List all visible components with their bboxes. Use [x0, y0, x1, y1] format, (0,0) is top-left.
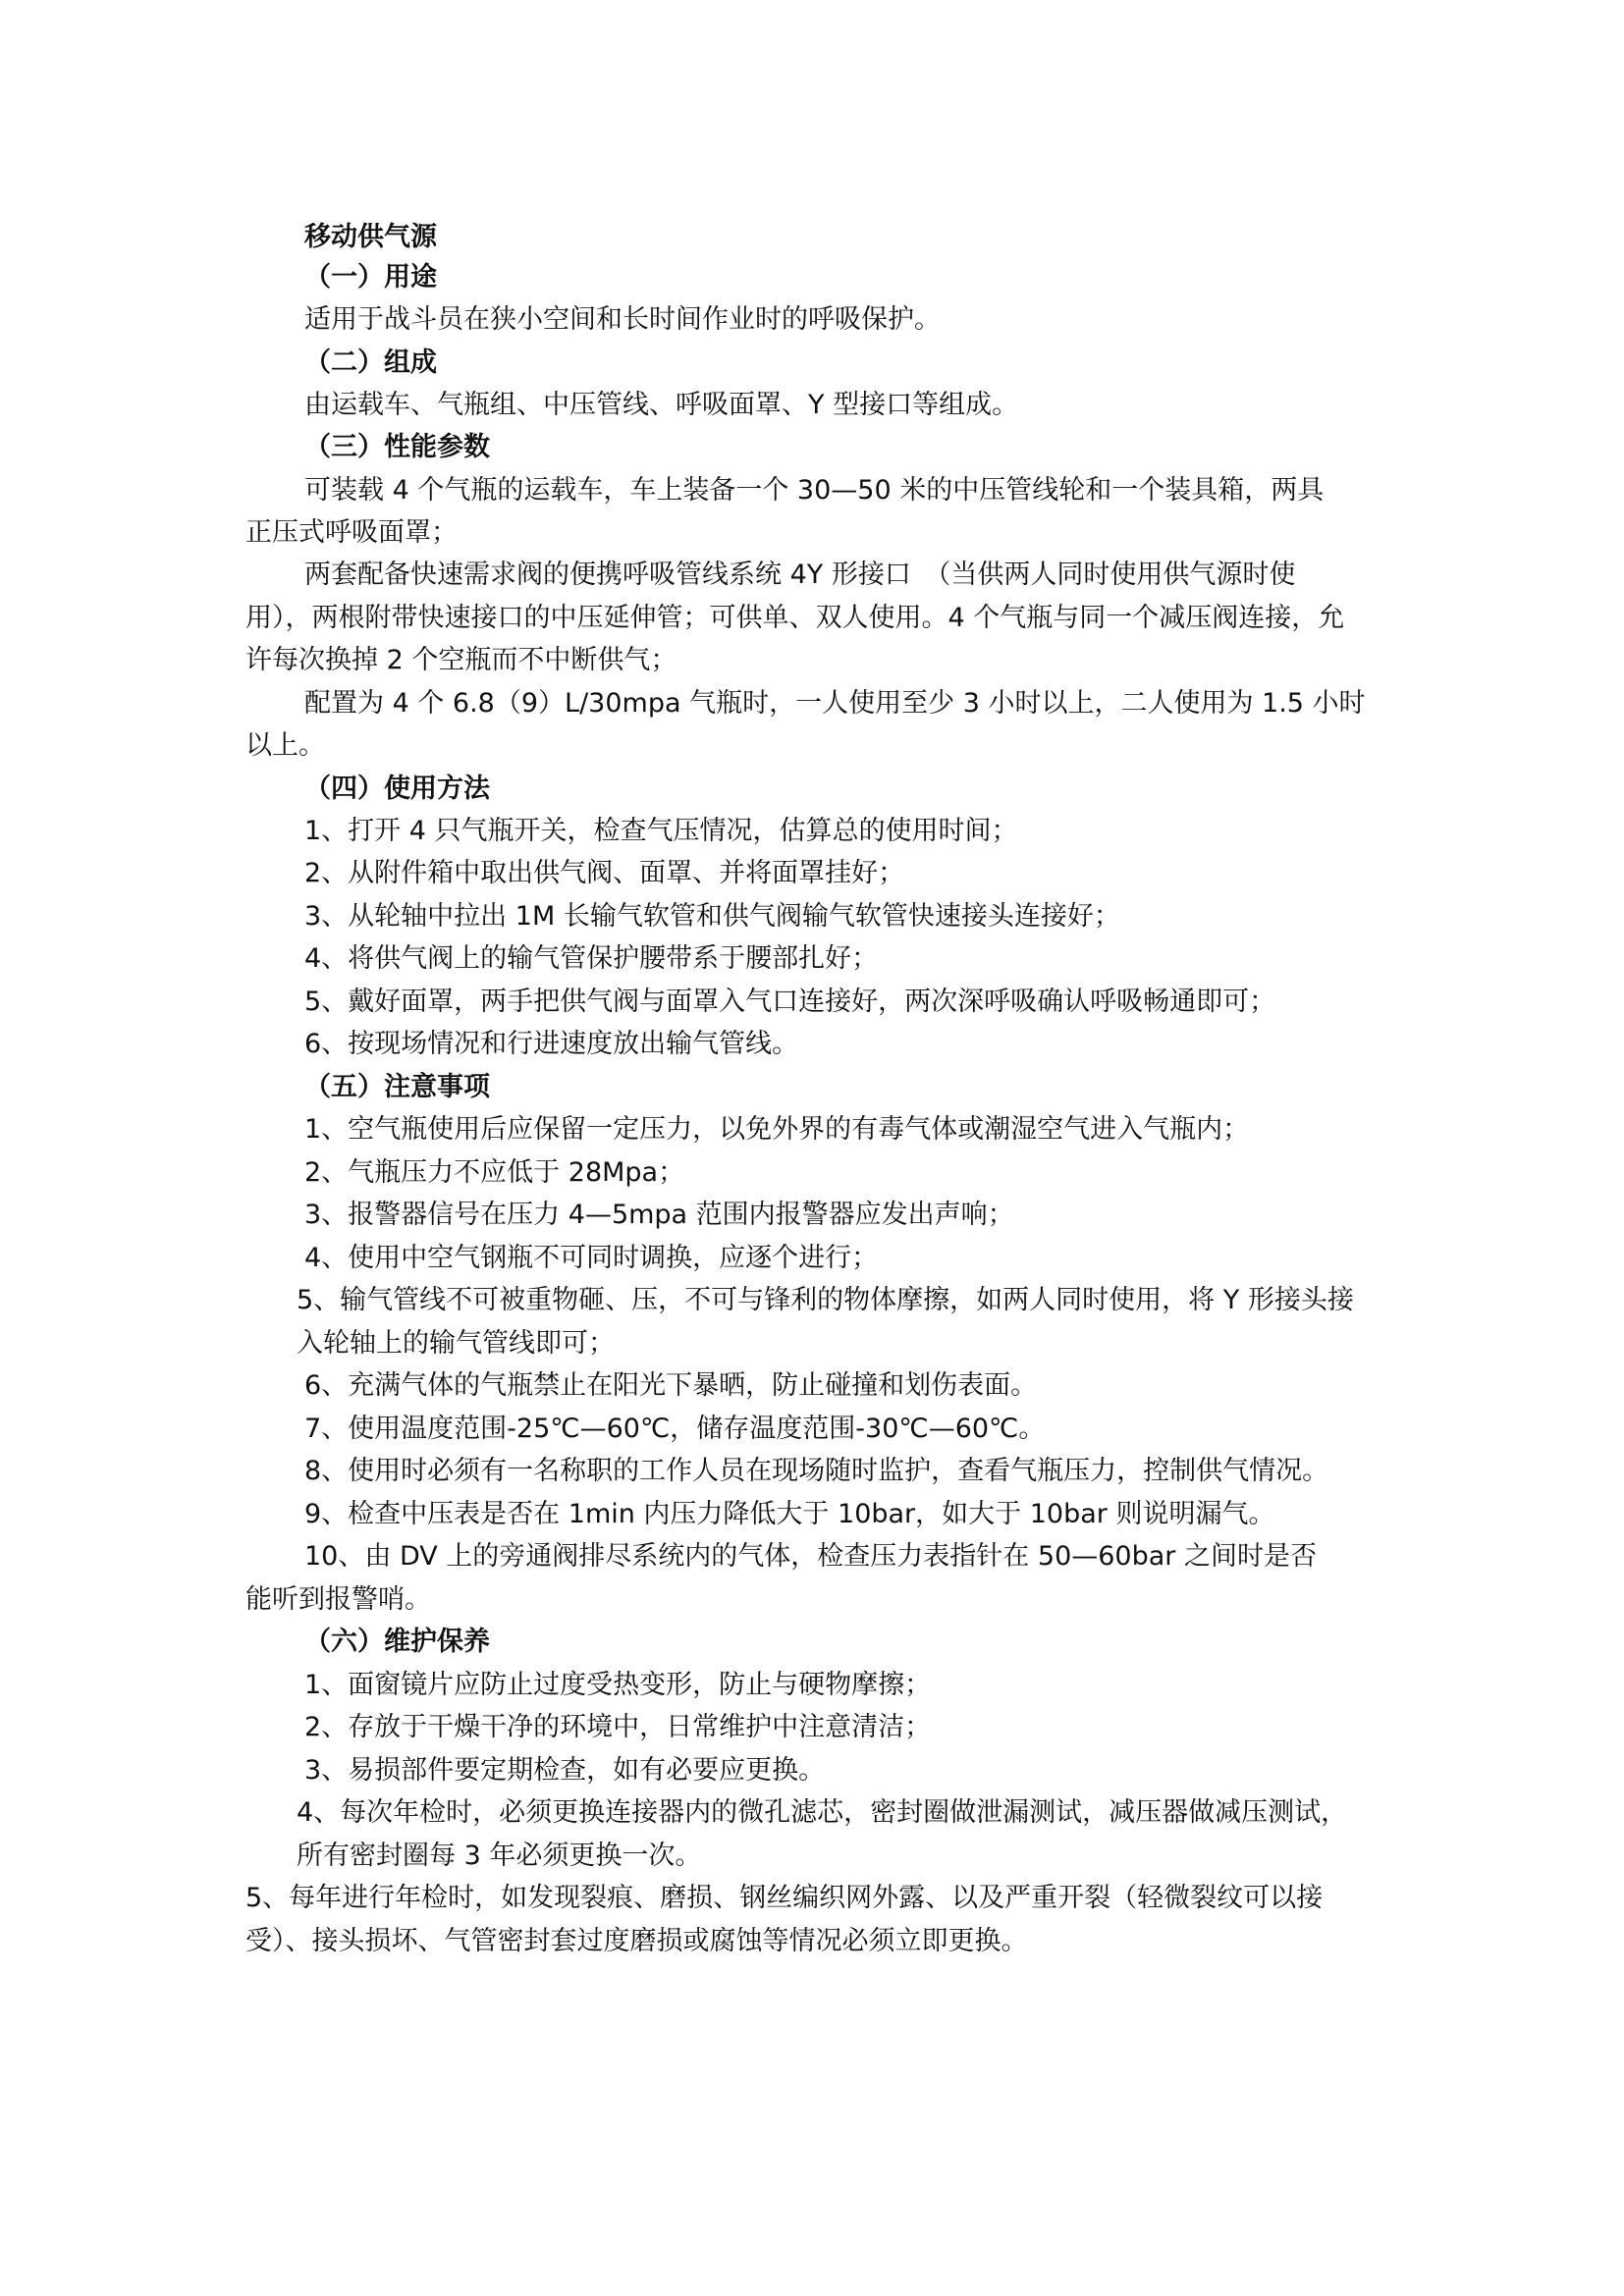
paragraph-line: 正压式呼吸面罩； — [245, 517, 458, 548]
list-item: 7、使用温度范围-25℃—60℃，储存温度范围-30℃—60℃。 — [304, 1414, 1046, 1444]
section-heading-maintenance: （六）维护保养 — [304, 1627, 490, 1657]
list-item: 1、打开 4 只气瓶开关，检查气压情况，估算总的使用时间； — [304, 816, 1018, 846]
section-heading-usage: （四）使用方法 — [304, 774, 490, 804]
list-item-continuation: 受）、接头损坏、气管密封套过度磨损或腐蚀等情况必须立即更换。 — [245, 1926, 1028, 1956]
paragraph-line: 可装载 4 个气瓶的运载车，车上装备一个 30—50 米的中压管线轮和一个装具箱，两具 — [304, 475, 1325, 506]
section-heading-composition: （二）组成 — [304, 347, 437, 378]
list-item: 1、面窗镜片应防止过度受热变形，防止与硬物摩擦； — [304, 1670, 932, 1700]
list-item: 5、每年进行年检时，如发现裂痕、磨损、钢丝编织网外露、以及严重开裂（轻微裂纹可以接 — [245, 1883, 1324, 1913]
list-item: 4、将供气阀上的输气管保护腰带系于腰部扎好； — [304, 943, 879, 974]
list-item: 1、空气瓶使用后应保留一定压力，以免外界的有毒气体或潮湿空气进入气瓶内； — [304, 1114, 1250, 1145]
list-item-continuation: 入轮轴上的输气管线即可； — [297, 1328, 615, 1359]
paragraph-line: 配置为 4 个 6.8（9）L/30mpa 气瓶时，一人使用至少 3 小时以上，二人使用为 1.5 小时 — [304, 688, 1366, 719]
list-item: 9、检查中压表是否在 1min 内压力降低大于 10bar，如大于 10bar 则说明漏气。 — [304, 1499, 1275, 1529]
list-item: 2、从附件箱中取出供气阀、面罩、并将面罩挂好； — [304, 858, 905, 888]
list-item: 3、易损部件要定期检查，如有必要应更换。 — [304, 1755, 826, 1786]
list-item: 3、从轮轴中拉出 1M 长输气软管和供气阀输气软管快速接头连接好； — [304, 901, 1120, 932]
list-item: 2、存放于干燥干净的环境中，日常维护中注意清洁； — [304, 1712, 932, 1742]
list-item: 8、使用时必须有一名称职的工作人员在现场随时监护，查看气瓶压力，控制供气情况。 — [304, 1456, 1329, 1486]
paragraph-line: 许每次换掉 2 个空瓶而不中断供气； — [245, 645, 677, 675]
list-item: 6、充满气体的气瓶禁止在阳光下暴晒，防止碰撞和划伤表面。 — [304, 1370, 1038, 1401]
paragraph-line: 以上。 — [245, 730, 325, 761]
list-item: 5、戴好面罩，两手把供气阀与面罩入气口连接好，两次深呼吸确认呼吸畅通即可； — [304, 987, 1276, 1017]
list-item: 2、气瓶压力不应低于 28Mpa； — [304, 1157, 685, 1188]
list-item: 10、由 DV 上的旁通阀排尽系统内的气体，检查压力表指针在 50—60bar 之间时是否 — [304, 1541, 1317, 1572]
document-title: 移动供气源 — [304, 222, 437, 252]
section-heading-performance: （三）性能参数 — [304, 432, 490, 462]
list-item: 6、按现场情况和行进速度放出输气管线。 — [304, 1029, 799, 1059]
list-item: 4、每次年检时，必须更换连接器内的微孔滤芯，密封圈做泄漏测试，减压器做减压测试， — [297, 1797, 1348, 1828]
paragraph-line: 由运载车、气瓶组、中压管线、呼吸面罩、Y 型接口等组成。 — [304, 390, 1019, 420]
list-item: 5、输气管线不可被重物砸、压，不可与锋利的物体摩擦，如两人同时使用，将 Y 形接头接 — [297, 1285, 1354, 1315]
paragraph-line: 适用于战斗员在狭小空间和长时间作业时的呼吸保护。 — [304, 304, 941, 335]
paragraph-line: 两套配备快速需求阀的便携呼吸管线系统 4Y 形接口 （当供两人同时使用供气源时使 — [304, 560, 1296, 590]
list-item: 3、报警器信号在压力 4—5mpa 范围内报警器应发出声响； — [304, 1200, 1014, 1230]
section-heading-purpose: （一）用途 — [304, 262, 437, 293]
paragraph-line: 用），两根附带快速接口的中压延伸管；可供单、双人使用。4 个气瓶与同一个减压阀连接，允 — [245, 603, 1345, 633]
list-item: 4、使用中空气钢瓶不可同时调换，应逐个进行； — [304, 1243, 879, 1273]
section-heading-precautions: （五）注意事项 — [304, 1072, 490, 1102]
list-item-continuation: 所有密封圈每 3 年必须更换一次。 — [297, 1841, 702, 1871]
list-item-continuation: 能听到报警哨。 — [245, 1584, 431, 1615]
